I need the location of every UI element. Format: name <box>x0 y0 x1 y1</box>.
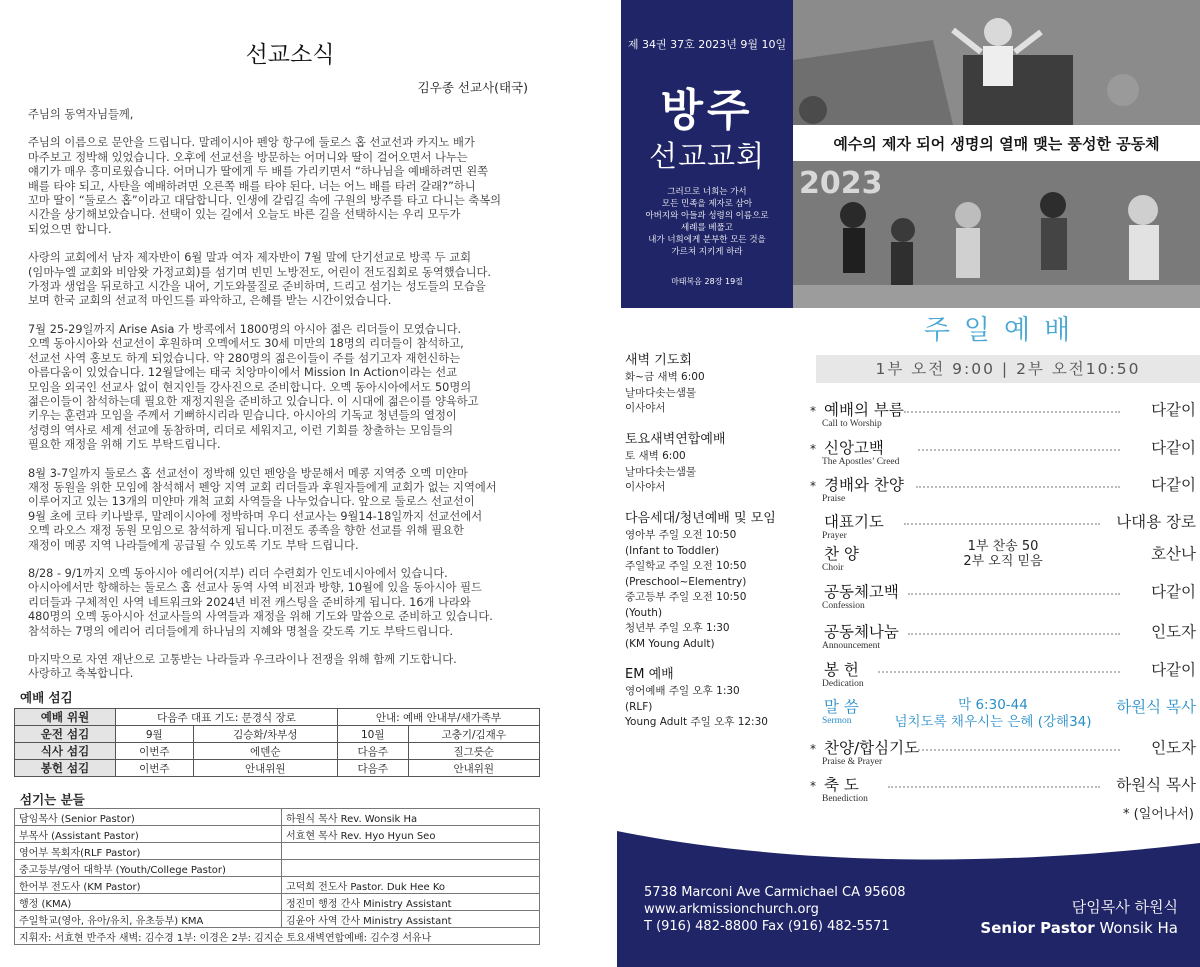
order-confession <box>808 584 1200 622</box>
order-call-to-worship <box>808 402 1200 440</box>
order-leader: 하원식 목사 <box>1116 698 1196 716</box>
stand-mark: * <box>810 779 816 793</box>
paragraph: 사랑의 교회에서 남자 제자반이 6월 말과 여자 제자반이 7월 말에 단기선교로 방콕 두 교회 (임마누엘 교회와 비암왓 가정교회)를 섬기며 빈민 노방전도, 어린이 전도집회로 동역했습니다. 가정과 생업을 뒤로하고 시간을 내어, 기도와물질로 준비하며, 드리고 섬기는 성도들의 모습을 보며 한국 교회의 선교적 마인드를 파악하고, 은혜를 받는 시간이었습니다. <box>28 251 492 308</box>
order-item-ko: 경배와 찬양 <box>824 476 904 494</box>
mission-author: 김우종 선교사(태국) <box>417 80 528 95</box>
issue-info: 제 34권 37호 2023년 9월 10일 <box>627 38 787 51</box>
duty-cell: 이번주 <box>116 760 194 777</box>
order-item-ko: 공동체고백 <box>824 583 899 601</box>
dotted-leader <box>908 633 1120 635</box>
pastor-name-ko: 하원식 <box>1134 898 1178 916</box>
staff-role: 영어부 목회자(RLF Pastor) <box>15 843 282 860</box>
paragraph: 8/28 - 9/1까지 오멕 동아시아 에리어(지부) 리더 수련회가 인도네시아에서 있습니다. 아시아에서만 항해하는 둘로스 홉 선교사 동역 사역 비전과 방향, 10월에 있을 동아시아 필드 리더들과 구체적인 사역 네트워크와 2024년 비전 캐스팅을 준비하게 됩니다. 16개 나라와 480명의 오멕 동아시아 선교사들의 사역들과 재정을 위해 기도와 말씀으로 준비하고 있습니다. 참석하는 7명의 에리어 리더들에게 하나님의 지혜와 명철을 갖도록 기도 부탁드립니다. <box>28 566 493 638</box>
schedule-heading: 다음세대/청년예배 및 모임 <box>625 511 776 526</box>
dotted-leader <box>878 671 1120 673</box>
staff-person: 하원식 목사 Rev. Wonsik Ha <box>282 809 540 826</box>
duty-cell: 다음주 <box>337 743 408 760</box>
footer-contact <box>644 884 906 935</box>
table-row <box>15 843 540 860</box>
duty-cell: 에덴순 <box>193 743 337 760</box>
order-item-ko: 예배의 부름 <box>824 401 904 419</box>
order-leader: 호산나 <box>1151 545 1196 563</box>
dotted-leader <box>888 786 1100 788</box>
duty-cell: 10월 <box>337 726 408 743</box>
stand-mark: * <box>810 442 816 456</box>
order-item-en: Choir <box>822 563 844 573</box>
order-item-ko: 축 도 <box>824 776 859 794</box>
staff-table <box>14 808 540 945</box>
dotted-leader <box>916 486 1120 488</box>
duty-cell: 김승화/차부성 <box>193 726 337 743</box>
table-row <box>15 911 540 928</box>
order-choir <box>808 539 1200 584</box>
schedule-saturday <box>625 431 805 496</box>
choir-hymns: 1부 찬송 50 2부 오직 믿음 <box>963 539 1043 569</box>
mission-letter <box>28 108 578 696</box>
table-row <box>15 877 540 894</box>
schedule-line: 이사야서 <box>625 402 666 414</box>
schedule-line: 토 새벽 6:00 <box>625 450 686 462</box>
duty-cell: 안내: 예배 안내부/새가족부 <box>337 709 539 726</box>
sermon-text: 막 6:30-44 넘치도록 채우시는 은혜 (강해34) <box>894 697 1092 730</box>
schedule-heading: 새벽 기도회 <box>625 353 692 368</box>
schedule-line: 이사야서 <box>625 481 666 493</box>
paragraph: 주님의 동역자님들께, <box>28 108 134 121</box>
church-slogan: 예수의 제자 되어 생명의 열매 맺는 풍성한 공동체 <box>833 135 1160 153</box>
order-item-en: Call to Worship <box>822 419 882 429</box>
order-leader: 나대용 장로 <box>1116 513 1196 531</box>
order-item-en: The Apostles’ Creed <box>822 457 900 467</box>
order-item-en: Prayer <box>822 531 847 541</box>
dotted-leader <box>908 593 1120 595</box>
duty-label: 운전 섬김 <box>15 726 116 743</box>
schedule-line: (RLF) <box>625 700 653 713</box>
staff-person: 고덕희 전도사 Pastor. Duk Hee Ko <box>282 877 540 894</box>
staff-person <box>282 860 540 877</box>
pastor-name-en: Wonsik Ha <box>1099 919 1178 937</box>
order-item-en: Benediction <box>822 794 868 804</box>
duty-cell: 질그릇순 <box>408 743 539 760</box>
order-item-ko: 봉 헌 <box>824 661 859 679</box>
order-leader: 다같이 <box>1151 583 1196 601</box>
duty-label: 식사 섬김 <box>15 743 116 760</box>
schedule-line: (Infant to Toddler) <box>625 544 720 557</box>
church-name-top: 방주 <box>660 85 754 136</box>
pastor-label-ko: 담임목사 <box>1071 898 1130 916</box>
service-times: 1부 오전 9:00 | 2부 오전10:50 <box>816 355 1200 383</box>
staff-role: 한어부 전도사 (KM Pastor) <box>15 877 282 894</box>
church-website[interactable]: www.arkmissionchurch.org <box>644 902 819 917</box>
order-item-en: Sermon <box>822 716 852 726</box>
order-sermon <box>808 699 1200 739</box>
slogan-bar <box>793 125 1200 161</box>
order-item-en: Confession <box>822 601 865 611</box>
table-row <box>15 760 540 777</box>
schedule-line: 중고등부 주일 오전 10:50 <box>625 591 747 603</box>
paragraph: 마지막으로 자연 재난으로 고통받는 나라들과 우크라이나 전쟁을 위해 함께 기도합니다. 사랑하고 축복합니다. <box>28 653 457 681</box>
order-item-ko: 말 씀 <box>824 698 859 716</box>
order-leader: 다같이 <box>1151 439 1196 457</box>
stand-mark: * <box>810 479 816 493</box>
stand-mark: * <box>810 742 816 756</box>
schedule-em <box>625 666 805 731</box>
order-leader: 하원식 목사 <box>1116 776 1196 794</box>
footer <box>617 831 1200 967</box>
service-duty-table <box>14 708 540 777</box>
dotted-leader <box>918 449 1120 451</box>
stand-note: * (일어나서) <box>1122 807 1194 822</box>
staff-role: 담임목사 (Senior Pastor) <box>15 809 282 826</box>
order-leader: 인도자 <box>1151 623 1196 641</box>
order-item-en: Dedication <box>822 679 864 689</box>
stand-mark: * <box>810 404 816 418</box>
order-item-ko: 신앙고백 <box>824 439 884 457</box>
order-leader: 인도자 <box>1151 739 1196 757</box>
duty-cell: 안내위원 <box>193 760 337 777</box>
duty-cell: 안내위원 <box>408 760 539 777</box>
staff-person: 김윤아 사역 간사 Ministry Assistant <box>282 911 540 928</box>
table-row <box>15 928 540 945</box>
order-item-en: Praise <box>822 494 846 504</box>
cover-verse: 그러므로 너희는 가서 모든 민족을 제자로 삼아 아버지와 아들과 성령의 이름으로 세례를 베풀고 내가 너희에게 분부한 모든 것을 가르쳐 지키게 하라 <box>645 187 769 257</box>
dotted-leader <box>904 411 1120 413</box>
church-address: 5738 Marconi Ave Carmichael CA 95608 <box>644 885 906 900</box>
duty-cell: 고충기/김재우 <box>408 726 539 743</box>
staff-person <box>282 843 540 860</box>
order-leader: 다같이 <box>1151 476 1196 494</box>
table-row <box>15 809 540 826</box>
staff-note: 지휘자: 서효현 반주자 새벽: 김수경 1부: 이경은 2부: 김지순 토요새벽연합예배: 김수경 서유나 <box>15 928 540 945</box>
staff-heading: 섬기는 분들 <box>20 792 85 807</box>
staff-person: 정진미 행정 간사 Ministry Assistant <box>282 894 540 911</box>
schedule-line: (Youth) <box>625 606 663 619</box>
order-item-ko: 공동체나눔 <box>824 623 899 641</box>
verse-reference: 마태복음 28장 19절 <box>671 277 743 286</box>
staff-role: 중고등부/영어 대학부 (Youth/College Pastor) <box>15 860 282 877</box>
table-row <box>15 726 540 743</box>
church-name-bottom: 선교교회 <box>648 139 766 173</box>
paragraph: 7월 25-29일까지 Arise Asia 가 방콕에서 1800명의 아시아 젊은 리더들이 모였습니다. 오멕 동아시아와 선교선이 후원하며 오멕에서도 30세 미만의 18명의 리더들이 참석하고, 선교선 사역 홍보도 하게 되었습니다. 약 280명의 젊은이들이 주를 섬기고자 재헌신하는 아름다움이 있었습니다. 12월달에는 태국 치앙마이에서 Mission In Action이라는 선교 모임을 외국인 선교사 없이 현지인들 강사진으로 준비합니다. 오멕 동아시아에서도 50명의 젊은이들이 참석하는데 필요한 재정지원을 준비하고 있습니다. 이 시대에 젊은이를 양육하고 키우는 훈련과 모임을 주께서 기뻐하시리라 믿습니다. 아시아의 기독교 청년들의 열정이 성령의 역사로 세계 선교에 동참하며, 리더로 세워지고, 이런 기회를 창출하는 모임들의 필요한 재정을 위해 기도 부탁드립니다. <box>28 322 479 452</box>
mission-title: 선교소식 <box>245 42 335 68</box>
dotted-leader <box>918 749 1120 751</box>
schedule-line: 날마다솟는샘물 <box>625 465 697 478</box>
schedule-line: (Preschool~Elementry) <box>625 575 747 588</box>
dotted-leader <box>904 523 1100 525</box>
schedule-heading: EM 예배 <box>625 667 674 682</box>
order-item-en: Announcement <box>822 641 881 651</box>
schedule-line: Young Adult 주일 오후 12:30 <box>625 716 768 728</box>
order-leader: 다같이 <box>1151 661 1196 679</box>
duty-cell: 다음주 대표 기도: 문경식 장로 <box>116 709 338 726</box>
order-item-ko: 찬양/합심기도 <box>824 739 920 757</box>
cover-panel <box>621 0 793 308</box>
staff-role: 행정 (KMA) <box>15 894 282 911</box>
schedule-next-gen <box>625 510 805 652</box>
duty-cell: 이번주 <box>116 743 194 760</box>
pastor-label-en: Senior Pastor <box>980 919 1095 937</box>
table-row <box>15 894 540 911</box>
table-row <box>15 826 540 843</box>
order-item-ko: 찬 양 <box>824 545 859 563</box>
schedule-dawn <box>625 352 805 417</box>
duty-label: 예배 위원 <box>15 709 116 726</box>
staff-role: 주일학교(영아, 유아/유치, 유초등부) KMA <box>15 911 282 928</box>
order-item-ko: 대표기도 <box>824 513 884 531</box>
duty-label: 봉헌 섬김 <box>15 760 116 777</box>
paragraph: 주님의 이름으로 문안을 드립니다. 말레이시아 펜앙 항구에 둘로스 홉 선교선과 카지노 배가 마주보고 정박해 있었습니다. 오후에 선교선을 방문하는 어머니와 딸이 걸어오면서 나누는 얘기가 매우 흥미로웠습니다. 어머니가 딸에게 두 배를 가리키면서 “하나님을 예배하려면 왼쪽 배를 타야 되고, 사탄을 예배하려면 오른쪽 배를 타야 된다. 너는 어느 배를 타러 갈래?”하니 꼬마 딸이 “둘로스 홉”이라고 대답합니다. 인생에 갈림길 속에 구원의 방주를 타고 다니는 축복의 시간을 상기해보았습니다. 선택이 있는 길에서 오늘도 바른 길을 선택하시는 우리 모두가 되었으면 합니다. <box>28 136 502 236</box>
photo-banner-text: 2023 <box>799 166 883 201</box>
staff-role: 부목사 (Assistant Pastor) <box>15 826 282 843</box>
schedule-line: 화~금 새벽 6:00 <box>625 371 705 383</box>
schedule-line: 청년부 주일 오후 1:30 <box>625 622 730 634</box>
schedule-line: 주일학교 주일 오전 10:50 <box>625 560 747 572</box>
order-leader: 다같이 <box>1151 401 1196 419</box>
worship-title: 주일예배 <box>923 315 1085 346</box>
duty-cell: 9월 <box>116 726 194 743</box>
order-item-en: Praise & Prayer <box>822 757 883 767</box>
duty-cell: 다음주 <box>337 760 408 777</box>
service-duty-heading: 예배 섬김 <box>20 690 73 705</box>
schedule-line: 날마다솟는샘물 <box>625 386 697 399</box>
church-phone: T (916) 482-8800 Fax (916) 482-5571 <box>644 919 890 934</box>
schedule-heading: 토요새벽연합예배 <box>625 432 726 447</box>
order-announcement <box>808 624 1200 662</box>
table-row <box>15 860 540 877</box>
paragraph: 8월 3-7일까지 둘로스 홉 선교선이 정박해 있던 펜앙을 방문해서 메콩 지역중 오멕 미얀마 재정 동원을 위한 모임에 참석해서 펜앙 지역 교회 리더들과 후원자들에게 교회가 없는 지역에서 이루어지고 있는 13개의 미얀마 개척 교회 사역들을 나누었습니다. 앞으로 둘로스 선교선이 9월 초에 코타 키나발루, 말레이시아에 정박하며 우디 선교사는 9월14-18일까지 선교선에서 오멕 라오스 재정 동원 모임으로 참석하게 됩니다.미전도 종족을 향한 선교를 위해 필요한 재정이 메콩 지역 나라들에게 공급될 수 있도록 기도 부탁 드립니다. <box>28 466 497 552</box>
schedule-line: 영어예배 주일 오후 1:30 <box>625 685 740 697</box>
schedule-line: 영아부 주일 오전 10:50 <box>625 529 737 541</box>
schedule-line: (KM Young Adult) <box>625 637 715 650</box>
staff-person: 서효현 목사 Rev. Hyo Hyun Seo <box>282 826 540 843</box>
table-row <box>15 743 540 760</box>
table-row <box>15 709 540 726</box>
footer-pastor <box>980 897 1178 939</box>
